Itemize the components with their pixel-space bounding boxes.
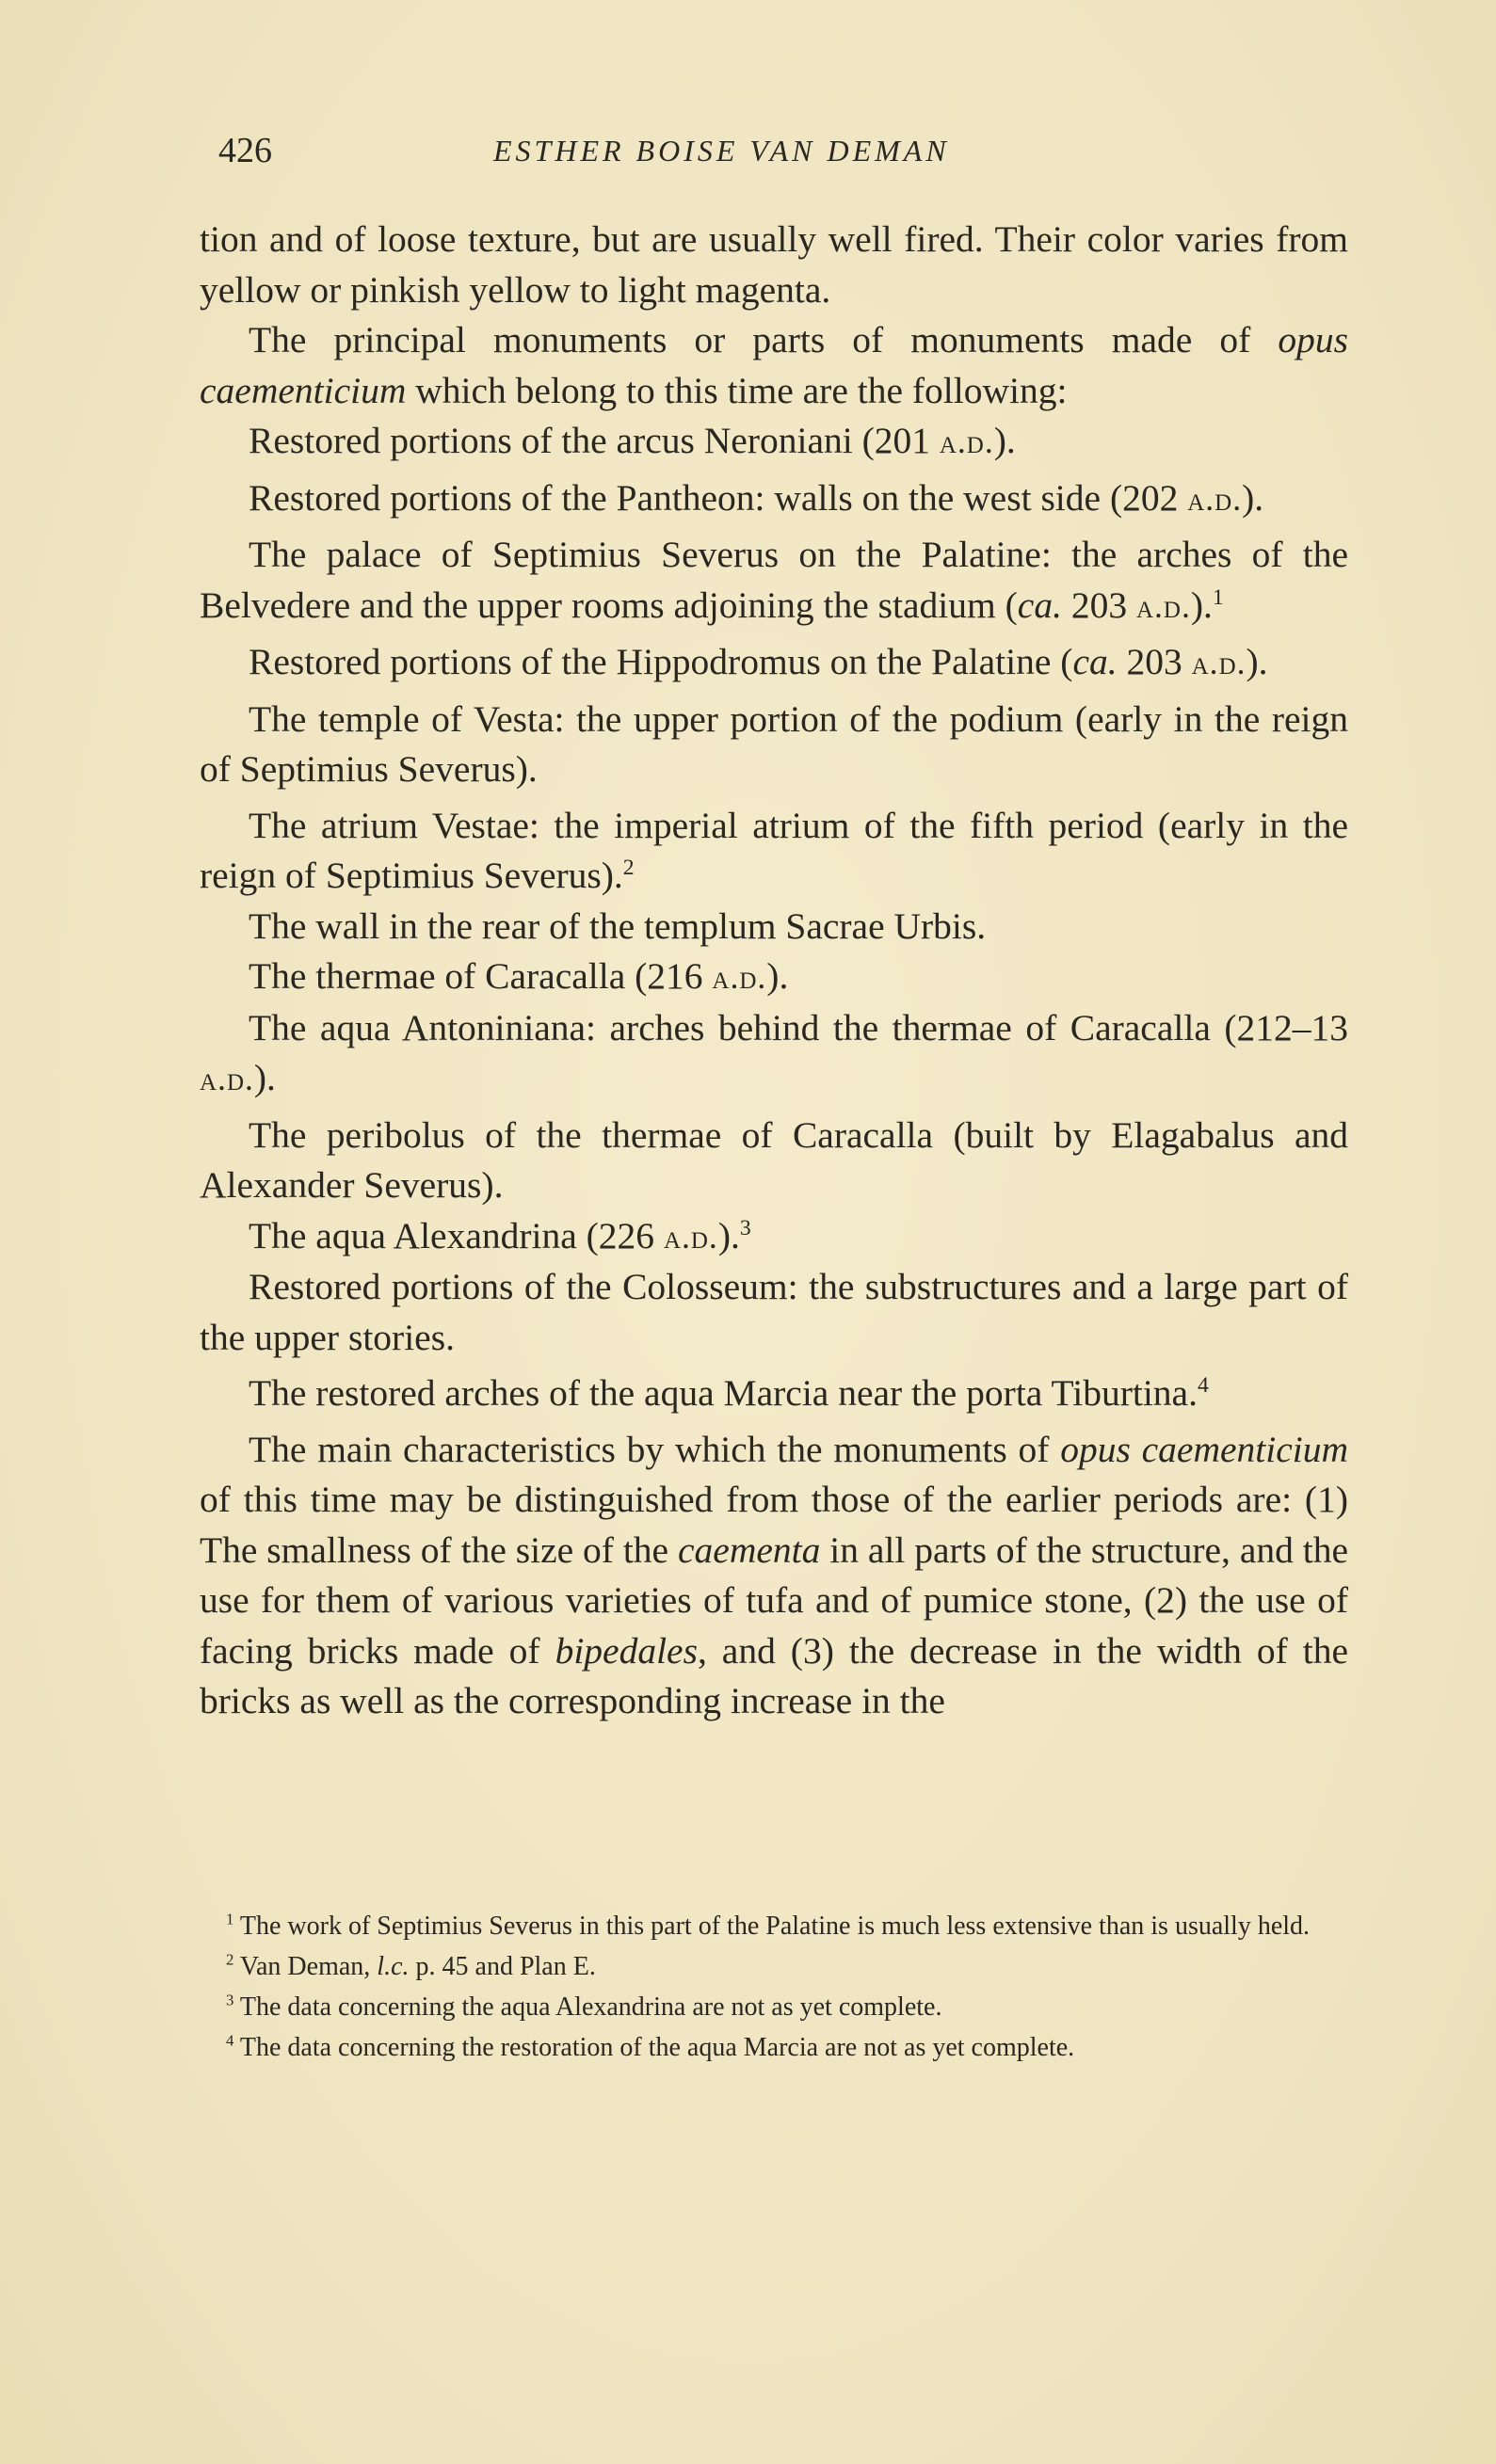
paragraph: tion and of loose texture, but are usually well fired. Their color varies from yellow or pinkish yellow to light magenta.: [200, 218, 1348, 311]
footnote: $^2$ Van Deman, l.c. p. 45 and Plan E.: [226, 1950, 596, 1981]
list-item: Restored portions of the arcus Neroniani (201 a.d.).: [249, 420, 1016, 461]
list-item: The peribolus of the thermae of Caracalla (built by Elagabalus and Alexander Severus).: [200, 1113, 1348, 1206]
paragraph: The principal monuments or parts of monuments made of opus caementicium which belong to this time are the following:: [200, 319, 1348, 411]
footnote-ref[interactable]: 1: [1212, 584, 1224, 610]
footnotes: [185, 1909, 1320, 2071]
list-item: The atrium Vestae: the imperial atrium of the fifth period (early in the reign of Septimius Severus).$^2$: [200, 804, 1348, 896]
page-number: 426: [218, 131, 272, 170]
footnote-ref[interactable]: 2: [622, 855, 635, 880]
body-text: [200, 215, 1348, 1727]
page-header: [218, 130, 1348, 177]
list-item: Restored portions of the Colosseum: the substructures and a large part of the upper stories.: [200, 1266, 1348, 1358]
list-item: The temple of Vesta: the upper portion of the podium (early in the reign of Septimius Severus).: [200, 697, 1348, 790]
list-item: The palace of Septimius Severus on the Palatine: the arches of the Belvedere and the upper rooms adjoining the stadium (ca. 203 a.d.).$^1$: [200, 534, 1348, 626]
footnote-ref[interactable]: 4: [1197, 1372, 1209, 1398]
footnote: $^4$ The data concerning the restoration of the aqua Marcia are not as yet complete.: [226, 2031, 1075, 2062]
paragraph: The main characteristics by which the monuments of opus caementicium of this time may be distinguished from those of the earlier periods are: (1) The smallness of the size of the caementa in all parts of the structure, and the use for them of various varieties of tufa and of pumice stone, (2) the use of facing bricks made of bipedales, and (3) the decrease in the width of the bricks as well as the corresponding increase in the: [200, 1428, 1348, 1721]
list-item: Restored portions of the Hippodromus on the Palatine (ca. 203 a.d.).: [249, 641, 1268, 682]
footnote: $^3$ The data concerning the aqua Alexandrina are not as yet complete.: [226, 1991, 942, 2022]
list-item: The aqua Antoniniana: arches behind the thermae of Caracalla (212–13 a.d.).: [200, 1006, 1348, 1098]
footnote-ref[interactable]: 3: [739, 1215, 751, 1240]
running-head: ESTHER BOISE VAN DEMAN: [493, 134, 950, 168]
list-item: The thermae of Caracalla (216 a.d.).: [249, 955, 789, 997]
list-item: The restored arches of the aqua Marcia near the porta Tiburtina.$^4$: [249, 1372, 1209, 1414]
list-item: Restored portions of the Pantheon: walls on the west side (202 a.d.).: [249, 476, 1264, 519]
list-item: The wall in the rear of the templum Sacrae Urbis.: [249, 904, 987, 947]
list-item: The aqua Alexandrina (226 a.d.).$^3$: [249, 1214, 751, 1256]
footnote: $^1$ The work of Septimius Severus in this part of the Palatine is much less extensive than is usually held.: [226, 1910, 1311, 1941]
